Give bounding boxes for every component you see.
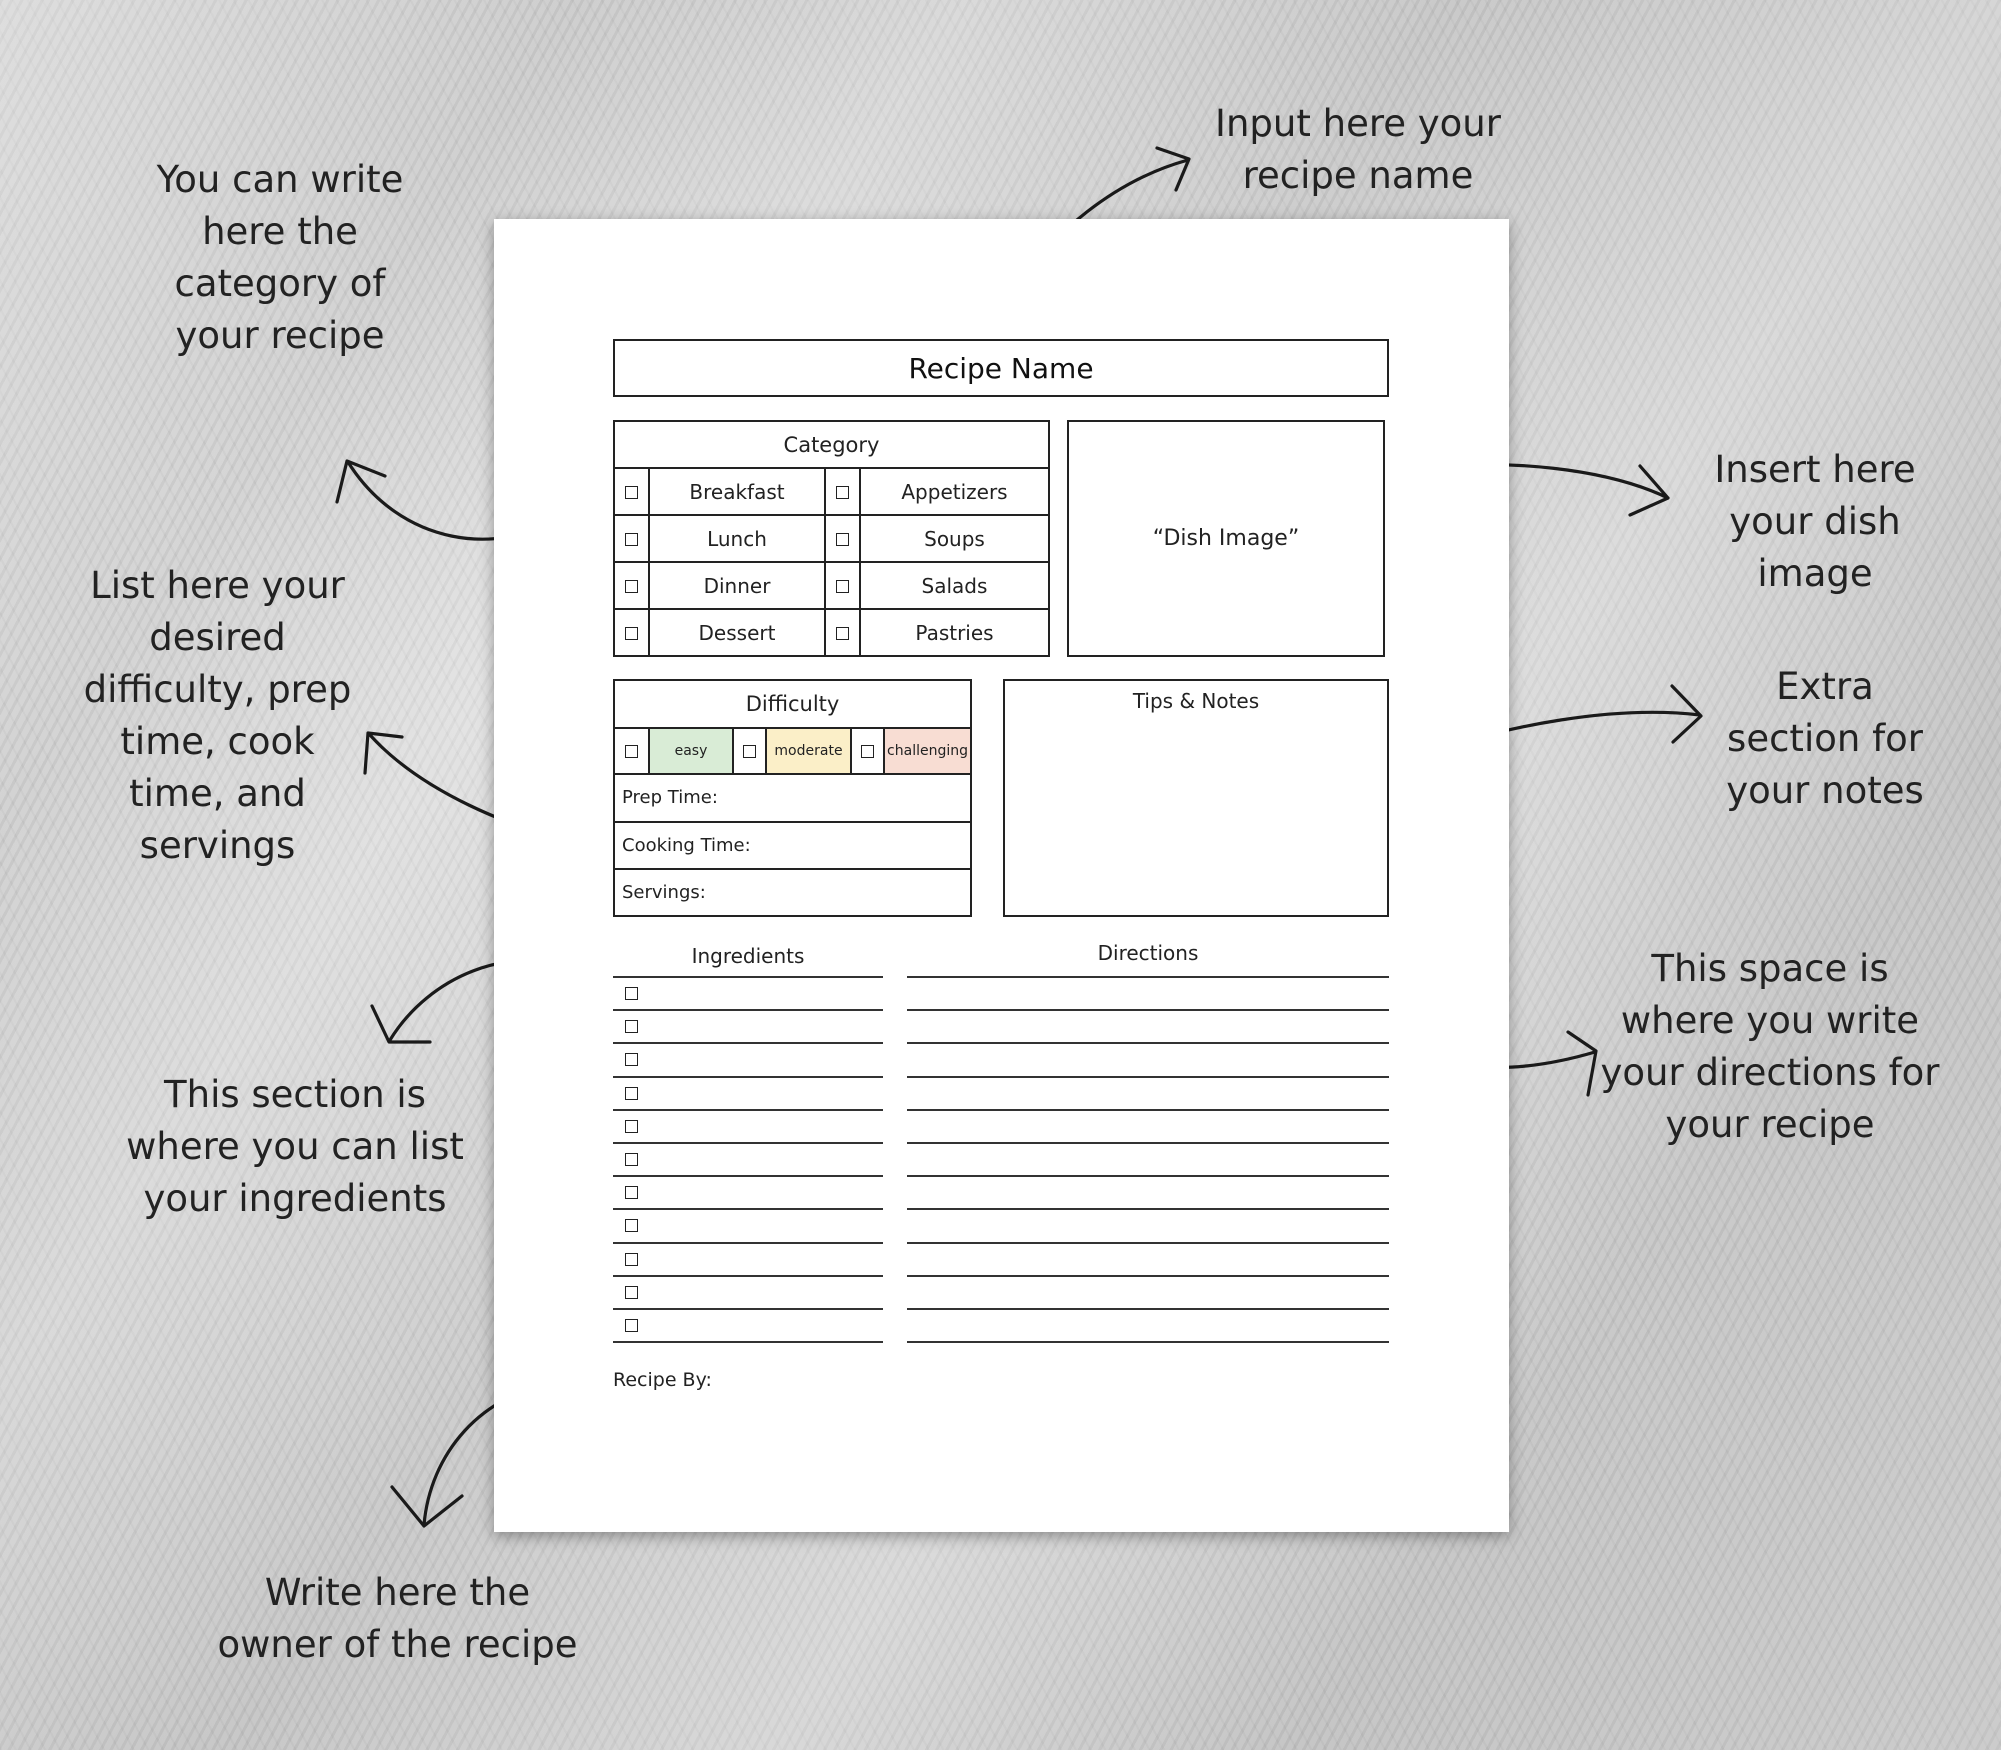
direction-line[interactable] bbox=[907, 1275, 1389, 1277]
direction-line[interactable] bbox=[907, 976, 1389, 978]
category-table bbox=[613, 420, 1050, 657]
category-salads: Salads bbox=[860, 562, 1049, 609]
direction-line[interactable] bbox=[907, 1308, 1389, 1310]
annotation-ingredients: This section is where you can list your ingredients bbox=[126, 1073, 464, 1220]
checkbox[interactable] bbox=[825, 609, 860, 656]
ingredient-line[interactable] bbox=[613, 1175, 883, 1177]
ingredient-checkbox[interactable] bbox=[625, 1186, 638, 1199]
ingredient-checkbox[interactable] bbox=[625, 987, 638, 1000]
servings-field[interactable]: Servings: bbox=[614, 869, 971, 916]
ingredient-line[interactable] bbox=[613, 1009, 883, 1011]
dish-image-placeholder[interactable] bbox=[1067, 420, 1385, 657]
ingredient-checkbox[interactable] bbox=[625, 1153, 638, 1166]
category-breakfast: Breakfast bbox=[649, 468, 825, 515]
checkbox[interactable] bbox=[825, 562, 860, 609]
category-dinner: Dinner bbox=[649, 562, 825, 609]
category-header: Category bbox=[614, 421, 1049, 468]
ingredient-checkbox[interactable] bbox=[625, 1087, 638, 1100]
ingredient-checkbox[interactable] bbox=[625, 1053, 638, 1066]
recipe-name-label: Recipe Name bbox=[908, 351, 1094, 385]
category-soups: Soups bbox=[860, 515, 1049, 562]
direction-line[interactable] bbox=[907, 1208, 1389, 1210]
checkbox[interactable] bbox=[614, 468, 649, 515]
checkbox[interactable] bbox=[825, 515, 860, 562]
checkbox[interactable] bbox=[614, 609, 649, 656]
checkbox[interactable] bbox=[825, 468, 860, 515]
annotation-difficulty: List here your desired difficulty, prep time, cook time, and servings bbox=[83, 564, 352, 867]
ingredient-checkbox[interactable] bbox=[625, 1020, 638, 1033]
ingredient-checkbox[interactable] bbox=[625, 1120, 638, 1133]
difficulty-table bbox=[613, 679, 972, 917]
ingredient-line[interactable] bbox=[613, 1308, 883, 1310]
directions-header: Directions bbox=[1097, 941, 1199, 965]
category-dessert: Dessert bbox=[649, 609, 825, 656]
difficulty-moderate: moderate bbox=[766, 728, 851, 774]
annotation-category: You can write here the category of your recipe bbox=[156, 158, 404, 357]
ingredient-checkbox[interactable] bbox=[625, 1286, 638, 1299]
recipe-name-field[interactable] bbox=[613, 339, 1389, 397]
ingredient-checkbox[interactable] bbox=[625, 1319, 638, 1332]
difficulty-challenging: challenging bbox=[884, 728, 971, 774]
difficulty-easy: easy bbox=[649, 728, 733, 774]
direction-line[interactable] bbox=[907, 1042, 1389, 1044]
ingredient-line[interactable] bbox=[613, 1341, 883, 1343]
ingredients-header: Ingredients bbox=[691, 944, 805, 968]
annotation-dish-image: Insert here your dish image bbox=[1714, 448, 1916, 595]
annotation-notes: Extra section for your notes bbox=[1726, 665, 1924, 812]
checkbox[interactable] bbox=[614, 562, 649, 609]
cooking-time-field[interactable]: Cooking Time: bbox=[614, 822, 971, 869]
tips-notes-box[interactable] bbox=[1003, 679, 1389, 917]
direction-line[interactable] bbox=[907, 1142, 1389, 1144]
annotation-recipe-name: Input here your recipe name bbox=[1215, 102, 1501, 197]
dish-image-label: “Dish Image” bbox=[1152, 526, 1300, 551]
direction-line[interactable] bbox=[907, 1076, 1389, 1078]
direction-line[interactable] bbox=[907, 1175, 1389, 1177]
annotation-directions: This space is where you write your directions for your recipe bbox=[1600, 947, 1940, 1146]
checkbox[interactable] bbox=[614, 728, 649, 774]
ingredient-line[interactable] bbox=[613, 1208, 883, 1210]
annotation-owner: Write here the owner of the recipe bbox=[217, 1571, 578, 1666]
ingredient-line[interactable] bbox=[613, 1109, 883, 1111]
checkbox[interactable] bbox=[733, 728, 766, 774]
ingredient-line[interactable] bbox=[613, 1042, 883, 1044]
ingredient-line[interactable] bbox=[613, 976, 883, 978]
direction-line[interactable] bbox=[907, 1109, 1389, 1111]
ingredient-checkbox[interactable] bbox=[625, 1253, 638, 1266]
prep-time-field[interactable]: Prep Time: bbox=[614, 774, 971, 821]
category-appetizers: Appetizers bbox=[860, 468, 1049, 515]
tips-notes-header: Tips & Notes bbox=[1132, 689, 1260, 713]
difficulty-header: Difficulty bbox=[614, 680, 971, 728]
recipe-by-field[interactable]: Recipe By: bbox=[613, 1369, 712, 1391]
ingredient-line[interactable] bbox=[613, 1142, 883, 1144]
checkbox[interactable] bbox=[851, 728, 884, 774]
checkbox[interactable] bbox=[614, 515, 649, 562]
direction-line[interactable] bbox=[907, 1242, 1389, 1244]
category-pastries: Pastries bbox=[860, 609, 1049, 656]
ingredient-checkbox[interactable] bbox=[625, 1219, 638, 1232]
ingredient-line[interactable] bbox=[613, 1275, 883, 1277]
recipe-page bbox=[494, 219, 1509, 1532]
direction-line[interactable] bbox=[907, 1009, 1389, 1011]
ingredient-line[interactable] bbox=[613, 1242, 883, 1244]
category-lunch: Lunch bbox=[649, 515, 825, 562]
ingredient-line[interactable] bbox=[613, 1076, 883, 1078]
direction-line[interactable] bbox=[907, 1341, 1389, 1343]
